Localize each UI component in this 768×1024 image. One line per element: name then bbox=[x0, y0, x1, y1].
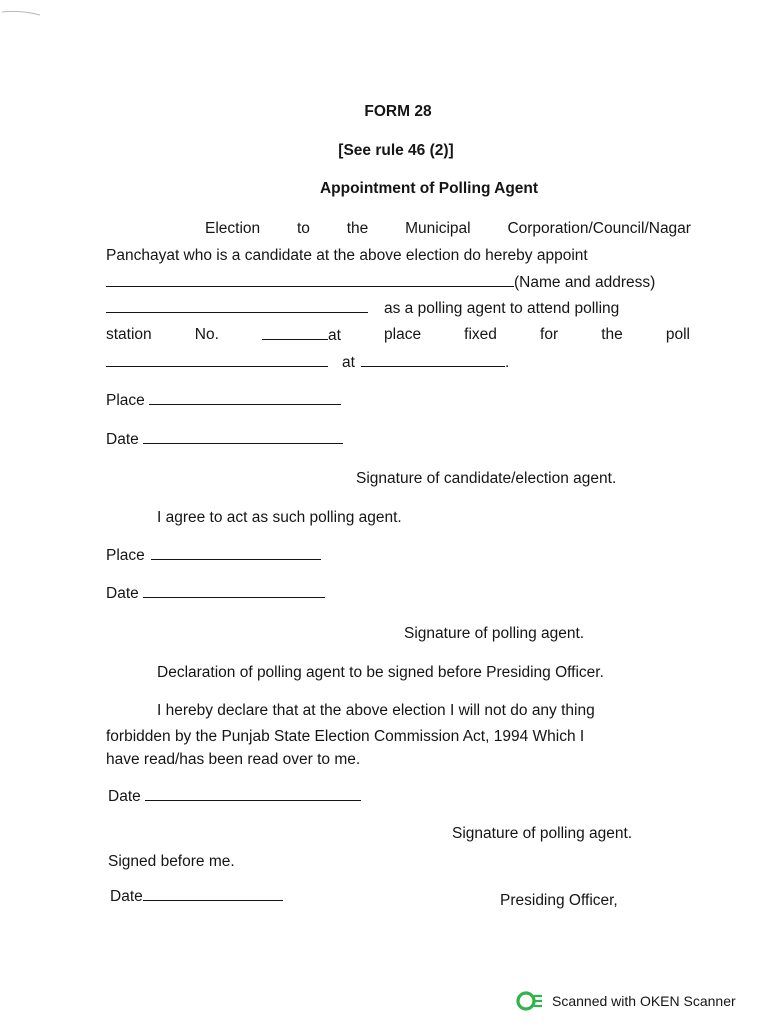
candidate-date-row bbox=[106, 429, 343, 450]
appointment-purpose-text: as a polling agent to attend polling bbox=[384, 300, 620, 317]
word: to bbox=[296, 220, 310, 237]
presiding-date-field[interactable] bbox=[143, 886, 283, 901]
word: place bbox=[384, 326, 422, 343]
agent-place-row bbox=[106, 545, 321, 566]
date-label: Date bbox=[106, 431, 139, 448]
declaration-signature-label: Signature of polling agent. bbox=[452, 825, 633, 842]
word: No. bbox=[194, 326, 219, 343]
date-label: Date bbox=[106, 585, 139, 602]
appointment-line-6 bbox=[106, 352, 509, 373]
candidate-date-field[interactable] bbox=[143, 429, 343, 444]
word: Election bbox=[205, 220, 261, 237]
declaration-line-1: I hereby declare that at the above election I will not do any thing bbox=[157, 702, 595, 719]
appointment-line-5 bbox=[106, 325, 690, 346]
word: poll bbox=[665, 326, 690, 343]
agreement-text: I agree to act as such polling agent. bbox=[157, 509, 402, 526]
agent-date-field[interactable] bbox=[143, 583, 325, 598]
place-label: Place bbox=[106, 547, 145, 564]
scanner-text: Scanned with OKEN Scanner bbox=[552, 993, 736, 1009]
declaration-date-row bbox=[108, 786, 361, 807]
agent-signature-label: Signature of polling agent. bbox=[404, 625, 585, 642]
station-number-group bbox=[262, 325, 341, 346]
declaration-line-2: forbidden by the Punjab State Election Commission Act, 1994 Which I bbox=[106, 728, 585, 745]
candidate-place-row bbox=[106, 390, 341, 411]
signed-before-text: Signed before me. bbox=[108, 853, 235, 870]
declaration-heading: Declaration of polling agent to be signed before Presiding Officer. bbox=[157, 664, 604, 681]
appointment-line-4 bbox=[106, 298, 619, 319]
presiding-date-row bbox=[110, 886, 283, 907]
period: . bbox=[504, 354, 510, 371]
agent-place-field[interactable] bbox=[151, 545, 321, 560]
word: the bbox=[346, 220, 369, 237]
word: at bbox=[327, 327, 341, 344]
agent-name-address-field[interactable] bbox=[106, 272, 514, 287]
scanner-watermark bbox=[516, 990, 736, 1012]
date-label: Date bbox=[108, 788, 141, 805]
scan-smudge bbox=[0, 8, 60, 22]
word: Corporation/Council/Nagar bbox=[507, 220, 691, 237]
appointment-line-3 bbox=[106, 272, 655, 293]
agent-date-row bbox=[106, 583, 325, 604]
agent-name-continuation-field[interactable] bbox=[106, 298, 368, 313]
form-title: Appointment of Polling Agent bbox=[319, 180, 539, 197]
declaration-line-3: have read/has been read over to me. bbox=[106, 751, 361, 768]
poll-location-field[interactable] bbox=[361, 352, 505, 367]
rule-reference: [See rule 46 (2)] bbox=[338, 142, 454, 159]
station-number-field[interactable] bbox=[262, 325, 328, 340]
word: for bbox=[540, 326, 559, 343]
appointment-line-2: Panchayat who is a candidate at the above election do hereby appoint bbox=[106, 247, 588, 264]
name-address-label: (Name and address) bbox=[514, 274, 656, 291]
date-label: Date bbox=[110, 888, 143, 905]
presiding-officer-label: Presiding Officer, bbox=[500, 892, 618, 909]
appointment-line-1 bbox=[205, 219, 691, 239]
form-number: FORM 28 bbox=[364, 103, 432, 120]
word: fixed bbox=[464, 326, 497, 343]
declaration-date-field[interactable] bbox=[145, 786, 361, 801]
word: the bbox=[601, 326, 623, 343]
word: station bbox=[106, 326, 152, 343]
poll-place-field[interactable] bbox=[106, 352, 328, 367]
at-label: at bbox=[342, 354, 355, 371]
candidate-signature-label: Signature of candidate/election agent. bbox=[356, 470, 617, 487]
oken-scanner-logo-icon bbox=[516, 990, 544, 1012]
place-label: Place bbox=[106, 392, 145, 409]
word: Municipal bbox=[405, 220, 471, 237]
candidate-place-field[interactable] bbox=[149, 390, 341, 405]
